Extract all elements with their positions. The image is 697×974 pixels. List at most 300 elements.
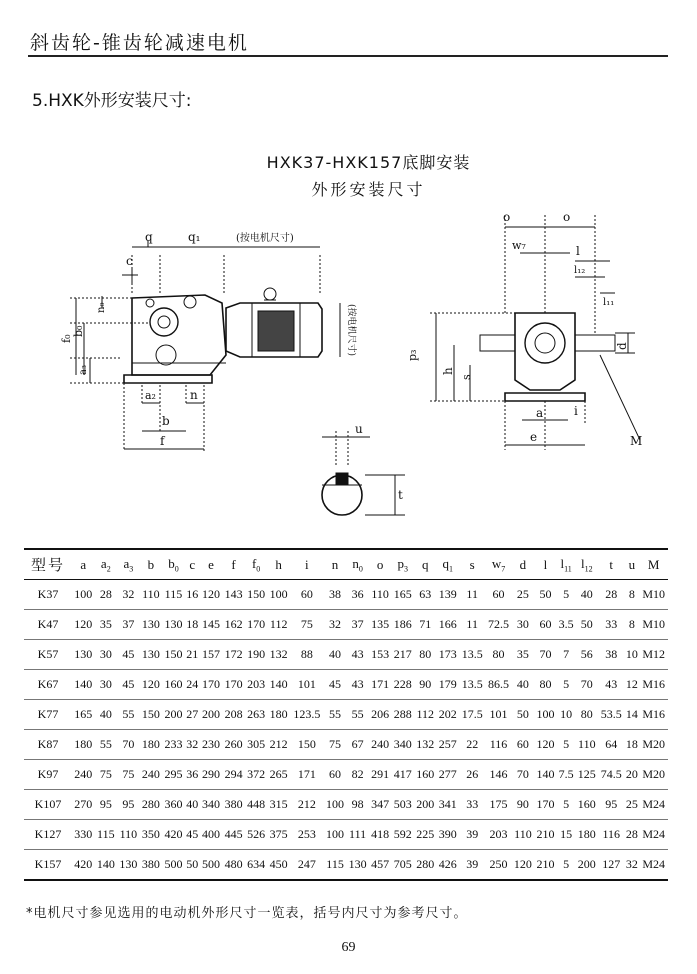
label-n0: n₀ xyxy=(96,302,107,313)
table-cell: 110 xyxy=(578,737,596,751)
table-cell: 90 xyxy=(516,797,529,811)
table-cell: 5 xyxy=(563,797,570,811)
table-cell: 110 xyxy=(371,587,389,601)
table-cell: 186 xyxy=(393,617,412,631)
table-cell: M24 xyxy=(642,827,666,841)
table-cell: 40 xyxy=(329,647,342,661)
table-cell: 480 xyxy=(224,857,243,871)
column-header-symbol: s xyxy=(469,556,475,572)
column-header-symbol: q xyxy=(421,556,429,572)
table-cell: 115 xyxy=(326,857,344,871)
column-header-subscript: 0 xyxy=(358,564,363,574)
table-cell: 157 xyxy=(202,647,221,661)
column-header-subscript: 3 xyxy=(129,564,134,574)
footnote: *电机尺寸参见选用的电动机外形尺寸一览表，括号内尺寸为参考尺寸。 xyxy=(26,906,468,921)
table-cell: 132 xyxy=(269,647,288,661)
table-cell: 143 xyxy=(224,587,243,601)
table-cell: M16 xyxy=(642,677,666,691)
table-cell: 247 xyxy=(297,857,316,871)
table-cell: 82 xyxy=(351,767,364,781)
model-cell: K87 xyxy=(37,737,59,751)
table-cell: 80 xyxy=(419,647,432,661)
table-cell: 426 xyxy=(438,857,457,871)
table-cell: 33 xyxy=(605,617,618,631)
table-cell: 295 xyxy=(164,767,183,781)
table-cell: 250 xyxy=(489,857,508,871)
table-cell: 265 xyxy=(269,767,288,781)
table-cell: 75 xyxy=(122,767,135,781)
table-cell: 380 xyxy=(141,857,160,871)
column-header-subscript: 11 xyxy=(564,564,572,574)
table-cell: 200 xyxy=(416,797,435,811)
column-header xyxy=(117,549,140,580)
table-cell: 217 xyxy=(393,647,412,661)
table-cell: 150 xyxy=(164,647,183,661)
table-cell: 130 xyxy=(119,857,138,871)
label-a: a xyxy=(536,406,544,420)
table-cell: 101 xyxy=(489,707,508,721)
table-cell: 8 xyxy=(628,587,635,601)
column-header-symbol: n xyxy=(331,556,339,572)
table-cell: 32 xyxy=(625,857,638,871)
table-cell: 63 xyxy=(419,587,432,601)
table-cell: 160 xyxy=(416,767,435,781)
table-cell: 24 xyxy=(186,677,199,691)
table-cell: 360 xyxy=(164,797,183,811)
label-d: d xyxy=(615,342,629,350)
model-cell: K107 xyxy=(34,797,62,811)
label-motor-note: (按电机尺寸) xyxy=(236,233,294,244)
column-header-subscript: 1 xyxy=(449,564,454,574)
column-header xyxy=(414,549,437,580)
column-header xyxy=(200,549,223,580)
table-cell: 30 xyxy=(99,677,112,691)
table-cell: 380 xyxy=(224,797,243,811)
label-s: s xyxy=(460,374,473,380)
table-cell: 40 xyxy=(99,707,112,721)
table-cell: 171 xyxy=(371,677,390,691)
model-cell: K127 xyxy=(34,827,62,841)
table-cell: 35 xyxy=(516,647,529,661)
table-row xyxy=(24,850,668,881)
column-header xyxy=(267,549,290,580)
column-header xyxy=(346,549,369,580)
table-cell: 60 xyxy=(492,587,505,601)
table-cell: 450 xyxy=(269,857,288,871)
table-cell: 60 xyxy=(539,617,552,631)
table-cell: 111 xyxy=(349,827,367,841)
table-cell: 200 xyxy=(577,857,596,871)
table-cell: 115 xyxy=(164,587,183,601)
table-cell: 347 xyxy=(371,797,390,811)
label-p3: p₃ xyxy=(406,349,419,361)
column-header xyxy=(185,549,200,580)
table-cell: 100 xyxy=(326,797,345,811)
table-cell: 40 xyxy=(516,677,529,691)
table-cell: 88 xyxy=(300,647,313,661)
table-cell: 55 xyxy=(122,707,135,721)
table-cell: 592 xyxy=(393,827,412,841)
table-cell: 230 xyxy=(202,737,221,751)
table-cell: 240 xyxy=(74,767,93,781)
table-row xyxy=(24,640,668,670)
table-cell: 130 xyxy=(141,617,160,631)
table-cell: 330 xyxy=(74,827,93,841)
label-f: f xyxy=(160,434,165,448)
column-header-symbol: i xyxy=(305,556,309,572)
table-cell: 120 xyxy=(141,677,160,691)
column-header-symbol: p xyxy=(397,555,404,571)
column-header xyxy=(512,549,535,580)
table-cell: 10 xyxy=(560,707,573,721)
table-cell: 116 xyxy=(602,827,620,841)
table-header-row xyxy=(24,549,668,580)
table-cell: 140 xyxy=(536,767,555,781)
table-cell: 70 xyxy=(539,647,552,661)
table-cell: 60 xyxy=(329,767,342,781)
table-cell: 36 xyxy=(186,767,199,781)
table-cell: 375 xyxy=(269,827,288,841)
column-header xyxy=(245,549,268,580)
label-w7: w₇ xyxy=(512,239,526,252)
table-cell: 74.5 xyxy=(600,767,622,781)
table-cell: 17.5 xyxy=(461,707,483,721)
column-header-symbol: h xyxy=(275,556,282,572)
table-body xyxy=(24,580,668,881)
table-cell: 171 xyxy=(297,767,316,781)
label-n: n xyxy=(190,388,198,402)
column-header-symbol: q xyxy=(442,555,450,571)
table-cell: 179 xyxy=(438,677,457,691)
table-cell: 263 xyxy=(247,707,266,721)
table-cell: 140 xyxy=(269,677,288,691)
table-cell: 50 xyxy=(539,587,552,601)
column-header-symbol: t xyxy=(609,556,614,572)
column-header xyxy=(324,549,347,580)
column-header xyxy=(140,549,163,580)
table-cell: 180 xyxy=(577,827,596,841)
table-cell: 130 xyxy=(348,857,367,871)
table-cell: 145 xyxy=(202,617,221,631)
table-cell: 32 xyxy=(329,617,342,631)
table-cell: 150 xyxy=(141,707,160,721)
model-cell: K97 xyxy=(37,767,59,781)
table-row xyxy=(24,670,668,700)
column-header-subscript: 0 xyxy=(256,564,261,574)
table-cell: 290 xyxy=(202,767,221,781)
table-cell: 372 xyxy=(247,767,266,781)
table-cell: 39 xyxy=(466,857,479,871)
table-cell: 30 xyxy=(99,647,112,661)
table-cell: 112 xyxy=(416,707,435,721)
column-header-symbol: b xyxy=(147,556,155,572)
label-l12: l₁₂ xyxy=(574,265,586,276)
header-title: 斜齿轮-锥齿轮减速电机 xyxy=(30,32,249,54)
table-cell: 37 xyxy=(351,617,364,631)
table-cell: 16 xyxy=(186,587,199,601)
page-header xyxy=(0,0,697,60)
table-cell: 253 xyxy=(297,827,316,841)
table-cell: 26 xyxy=(466,767,479,781)
table-cell: 33 xyxy=(466,797,479,811)
column-header-symbol: f xyxy=(251,555,257,571)
table-cell: 228 xyxy=(393,677,412,691)
table-cell: M24 xyxy=(642,797,666,811)
table-cell: 127 xyxy=(602,857,621,871)
table-cell: 95 xyxy=(605,797,618,811)
column-header xyxy=(576,549,599,580)
dimension-table xyxy=(24,548,668,881)
table-cell: 56 xyxy=(580,647,593,661)
table-cell: 7 xyxy=(563,647,570,661)
table-cell: 120 xyxy=(202,587,221,601)
table-cell: 110 xyxy=(119,827,138,841)
table-cell: 340 xyxy=(202,797,221,811)
column-header-symbol: l xyxy=(580,555,585,571)
table-cell: 110 xyxy=(142,587,160,601)
table-cell: 15 xyxy=(560,827,573,841)
label-a3: a₃ xyxy=(78,365,89,375)
table-cell: 203 xyxy=(247,677,266,691)
table-cell: 291 xyxy=(371,767,390,781)
table-cell: 140 xyxy=(96,857,115,871)
table-cell: 160 xyxy=(164,677,183,691)
table-cell: 55 xyxy=(351,707,364,721)
table-cell: 86.5 xyxy=(488,677,509,691)
table-cell: 70 xyxy=(516,767,529,781)
table-cell: 350 xyxy=(141,827,160,841)
table-cell: 10 xyxy=(625,647,638,661)
table-cell: 3.5 xyxy=(558,617,574,631)
table-cell: 445 xyxy=(224,827,243,841)
table-cell: 170 xyxy=(247,617,266,631)
table-cell: M24 xyxy=(642,857,666,871)
table-cell: 120 xyxy=(513,857,532,871)
table-cell: 340 xyxy=(393,737,412,751)
table-cell: 14 xyxy=(625,707,638,721)
table-cell: 170 xyxy=(202,677,221,691)
table-cell: 240 xyxy=(141,767,160,781)
table-cell: 190 xyxy=(247,647,266,661)
table-cell: 45 xyxy=(186,827,199,841)
column-header-symbol: e xyxy=(208,556,214,572)
table-cell: 40 xyxy=(186,797,199,811)
column-header-symbol: d xyxy=(519,556,527,572)
label-i: i xyxy=(574,404,578,418)
table-cell: 146 xyxy=(489,767,508,781)
table-cell: 288 xyxy=(393,707,412,721)
table-cell: 448 xyxy=(247,797,266,811)
table-cell: 25 xyxy=(516,587,529,601)
table-cell: 130 xyxy=(74,647,93,661)
table-cell: 212 xyxy=(269,737,288,751)
table-cell: 500 xyxy=(202,857,221,871)
table-cell: 100 xyxy=(269,587,288,601)
table-cell: 417 xyxy=(393,767,412,781)
table-row xyxy=(24,700,668,730)
table-cell: 457 xyxy=(371,857,390,871)
table-cell: 18 xyxy=(186,617,199,631)
table-cell: 95 xyxy=(122,797,135,811)
table-cell: 11 xyxy=(466,587,478,601)
table-cell: 64 xyxy=(605,737,618,751)
section-title: 5.HXK外形安装尺寸: xyxy=(32,91,192,111)
table-cell: 67 xyxy=(351,737,364,751)
table-cell: 341 xyxy=(438,797,457,811)
table-cell: 40 xyxy=(580,587,593,601)
table-cell: 115 xyxy=(97,827,115,841)
table-cell: 7.5 xyxy=(558,767,574,781)
column-header xyxy=(290,549,324,580)
column-header-symbol: b xyxy=(168,555,175,571)
column-header xyxy=(639,549,668,580)
table-cell: 20 xyxy=(625,767,638,781)
column-header xyxy=(391,549,414,580)
column-header-subscript: 12 xyxy=(584,564,593,574)
table-cell: 39 xyxy=(466,827,479,841)
table-cell: 80 xyxy=(539,677,552,691)
table-cell: 305 xyxy=(247,737,266,751)
table-cell: 166 xyxy=(438,617,457,631)
table-cell: 11 xyxy=(466,617,478,631)
drawing-title-line1: HXK37-HXK157底脚安装 xyxy=(266,153,471,172)
column-header-subscript: 0 xyxy=(174,564,179,574)
table-cell: 75 xyxy=(99,767,112,781)
table-cell: 22 xyxy=(466,737,479,751)
column-header-symbol: o xyxy=(376,556,384,572)
table-cell: 400 xyxy=(202,827,221,841)
table-cell: 240 xyxy=(371,737,390,751)
table-cell: 172 xyxy=(224,647,243,661)
table-cell: 28 xyxy=(605,587,618,601)
column-header-subscript: 2 xyxy=(106,564,111,574)
table-cell: 175 xyxy=(489,797,508,811)
label-o-left: o xyxy=(503,210,511,224)
table-cell: 170 xyxy=(224,677,243,691)
table-row xyxy=(24,580,668,610)
table-cell: 123.5 xyxy=(293,707,321,721)
table-cell: 200 xyxy=(202,707,221,721)
table-cell: 120 xyxy=(74,617,93,631)
table-cell: 390 xyxy=(438,827,457,841)
table-cell: 260 xyxy=(224,737,243,751)
table-cell: 132 xyxy=(416,737,435,751)
model-cell: K157 xyxy=(34,857,62,871)
table-cell: 80 xyxy=(492,647,505,661)
column-header xyxy=(485,549,511,580)
column-header xyxy=(598,549,624,580)
table-cell: 112 xyxy=(269,617,288,631)
table-cell: 180 xyxy=(269,707,288,721)
table-cell: 705 xyxy=(393,857,412,871)
table-cell: 233 xyxy=(164,737,183,751)
table-cell: 53.5 xyxy=(600,707,622,721)
table-cell: 165 xyxy=(74,707,93,721)
table-cell: 5 xyxy=(563,677,570,691)
table-cell: 50 xyxy=(580,617,593,631)
label-motor-note-vertical: (按电机尺寸) xyxy=(346,304,356,357)
column-header-symbol: a xyxy=(80,556,87,572)
table-cell: 139 xyxy=(438,587,457,601)
table-cell: 280 xyxy=(416,857,435,871)
table-cell: 13.5 xyxy=(461,677,483,691)
table-cell: 60 xyxy=(300,587,313,601)
table-cell: 420 xyxy=(164,827,183,841)
table-row xyxy=(24,760,668,790)
table-cell: 71 xyxy=(419,617,432,631)
table-cell: 100 xyxy=(326,827,345,841)
table-cell: 210 xyxy=(536,827,555,841)
column-header-symbol: l xyxy=(560,555,565,571)
table-cell: 13.5 xyxy=(461,647,483,661)
label-b0: b₀ xyxy=(72,325,85,337)
header-rule xyxy=(28,55,668,57)
table-cell: 18 xyxy=(625,737,638,751)
table-cell: 8 xyxy=(628,617,635,631)
table-cell: 162 xyxy=(224,617,243,631)
column-header xyxy=(557,549,576,580)
table-cell: 35 xyxy=(99,617,112,631)
model-cell: K57 xyxy=(37,647,59,661)
table-cell: 150 xyxy=(247,587,266,601)
table-cell: 50 xyxy=(516,707,529,721)
table-cell: M12 xyxy=(642,647,666,661)
model-cell: K47 xyxy=(37,617,59,631)
table-cell: 45 xyxy=(329,677,342,691)
column-header-symbol: c xyxy=(189,556,196,572)
label-a2: a₂ xyxy=(145,389,156,402)
table-cell: 70 xyxy=(122,737,135,751)
table-cell: 150 xyxy=(297,737,316,751)
table-cell: 526 xyxy=(247,827,266,841)
table-cell: M10 xyxy=(642,617,666,631)
table-cell: 55 xyxy=(329,707,342,721)
table-row xyxy=(24,820,668,850)
table-cell: M20 xyxy=(642,737,666,751)
table-cell: 130 xyxy=(141,647,160,661)
table-cell: 225 xyxy=(416,827,435,841)
table-cell: 21 xyxy=(186,647,199,661)
column-header xyxy=(162,549,185,580)
table-cell: 27 xyxy=(186,707,199,721)
table-cell: 160 xyxy=(577,797,596,811)
table-cell: 180 xyxy=(74,737,93,751)
table-cell: 170 xyxy=(536,797,555,811)
column-header xyxy=(459,549,485,580)
label-t: t xyxy=(398,488,403,502)
column-header-symbol: w xyxy=(491,555,502,571)
table-cell: 28 xyxy=(625,827,638,841)
table-cell: M10 xyxy=(642,587,666,601)
table-cell: 210 xyxy=(536,857,555,871)
table-cell: 45 xyxy=(122,677,135,691)
label-f0: f₀ xyxy=(60,334,73,343)
table-cell: 60 xyxy=(516,737,529,751)
page-number: 69 xyxy=(341,940,356,955)
column-header-symbol: l xyxy=(543,556,548,572)
table-cell: 37 xyxy=(122,617,135,631)
table-cell: 208 xyxy=(224,707,243,721)
table-cell: 180 xyxy=(141,737,160,751)
table-cell: 36 xyxy=(351,587,364,601)
table-cell: 72.5 xyxy=(488,617,509,631)
column-header xyxy=(437,549,460,580)
table-cell: 140 xyxy=(74,677,93,691)
table-cell: 101 xyxy=(297,677,316,691)
table-cell: 45 xyxy=(122,647,135,661)
table-row xyxy=(24,790,668,820)
table-cell: 420 xyxy=(74,857,93,871)
